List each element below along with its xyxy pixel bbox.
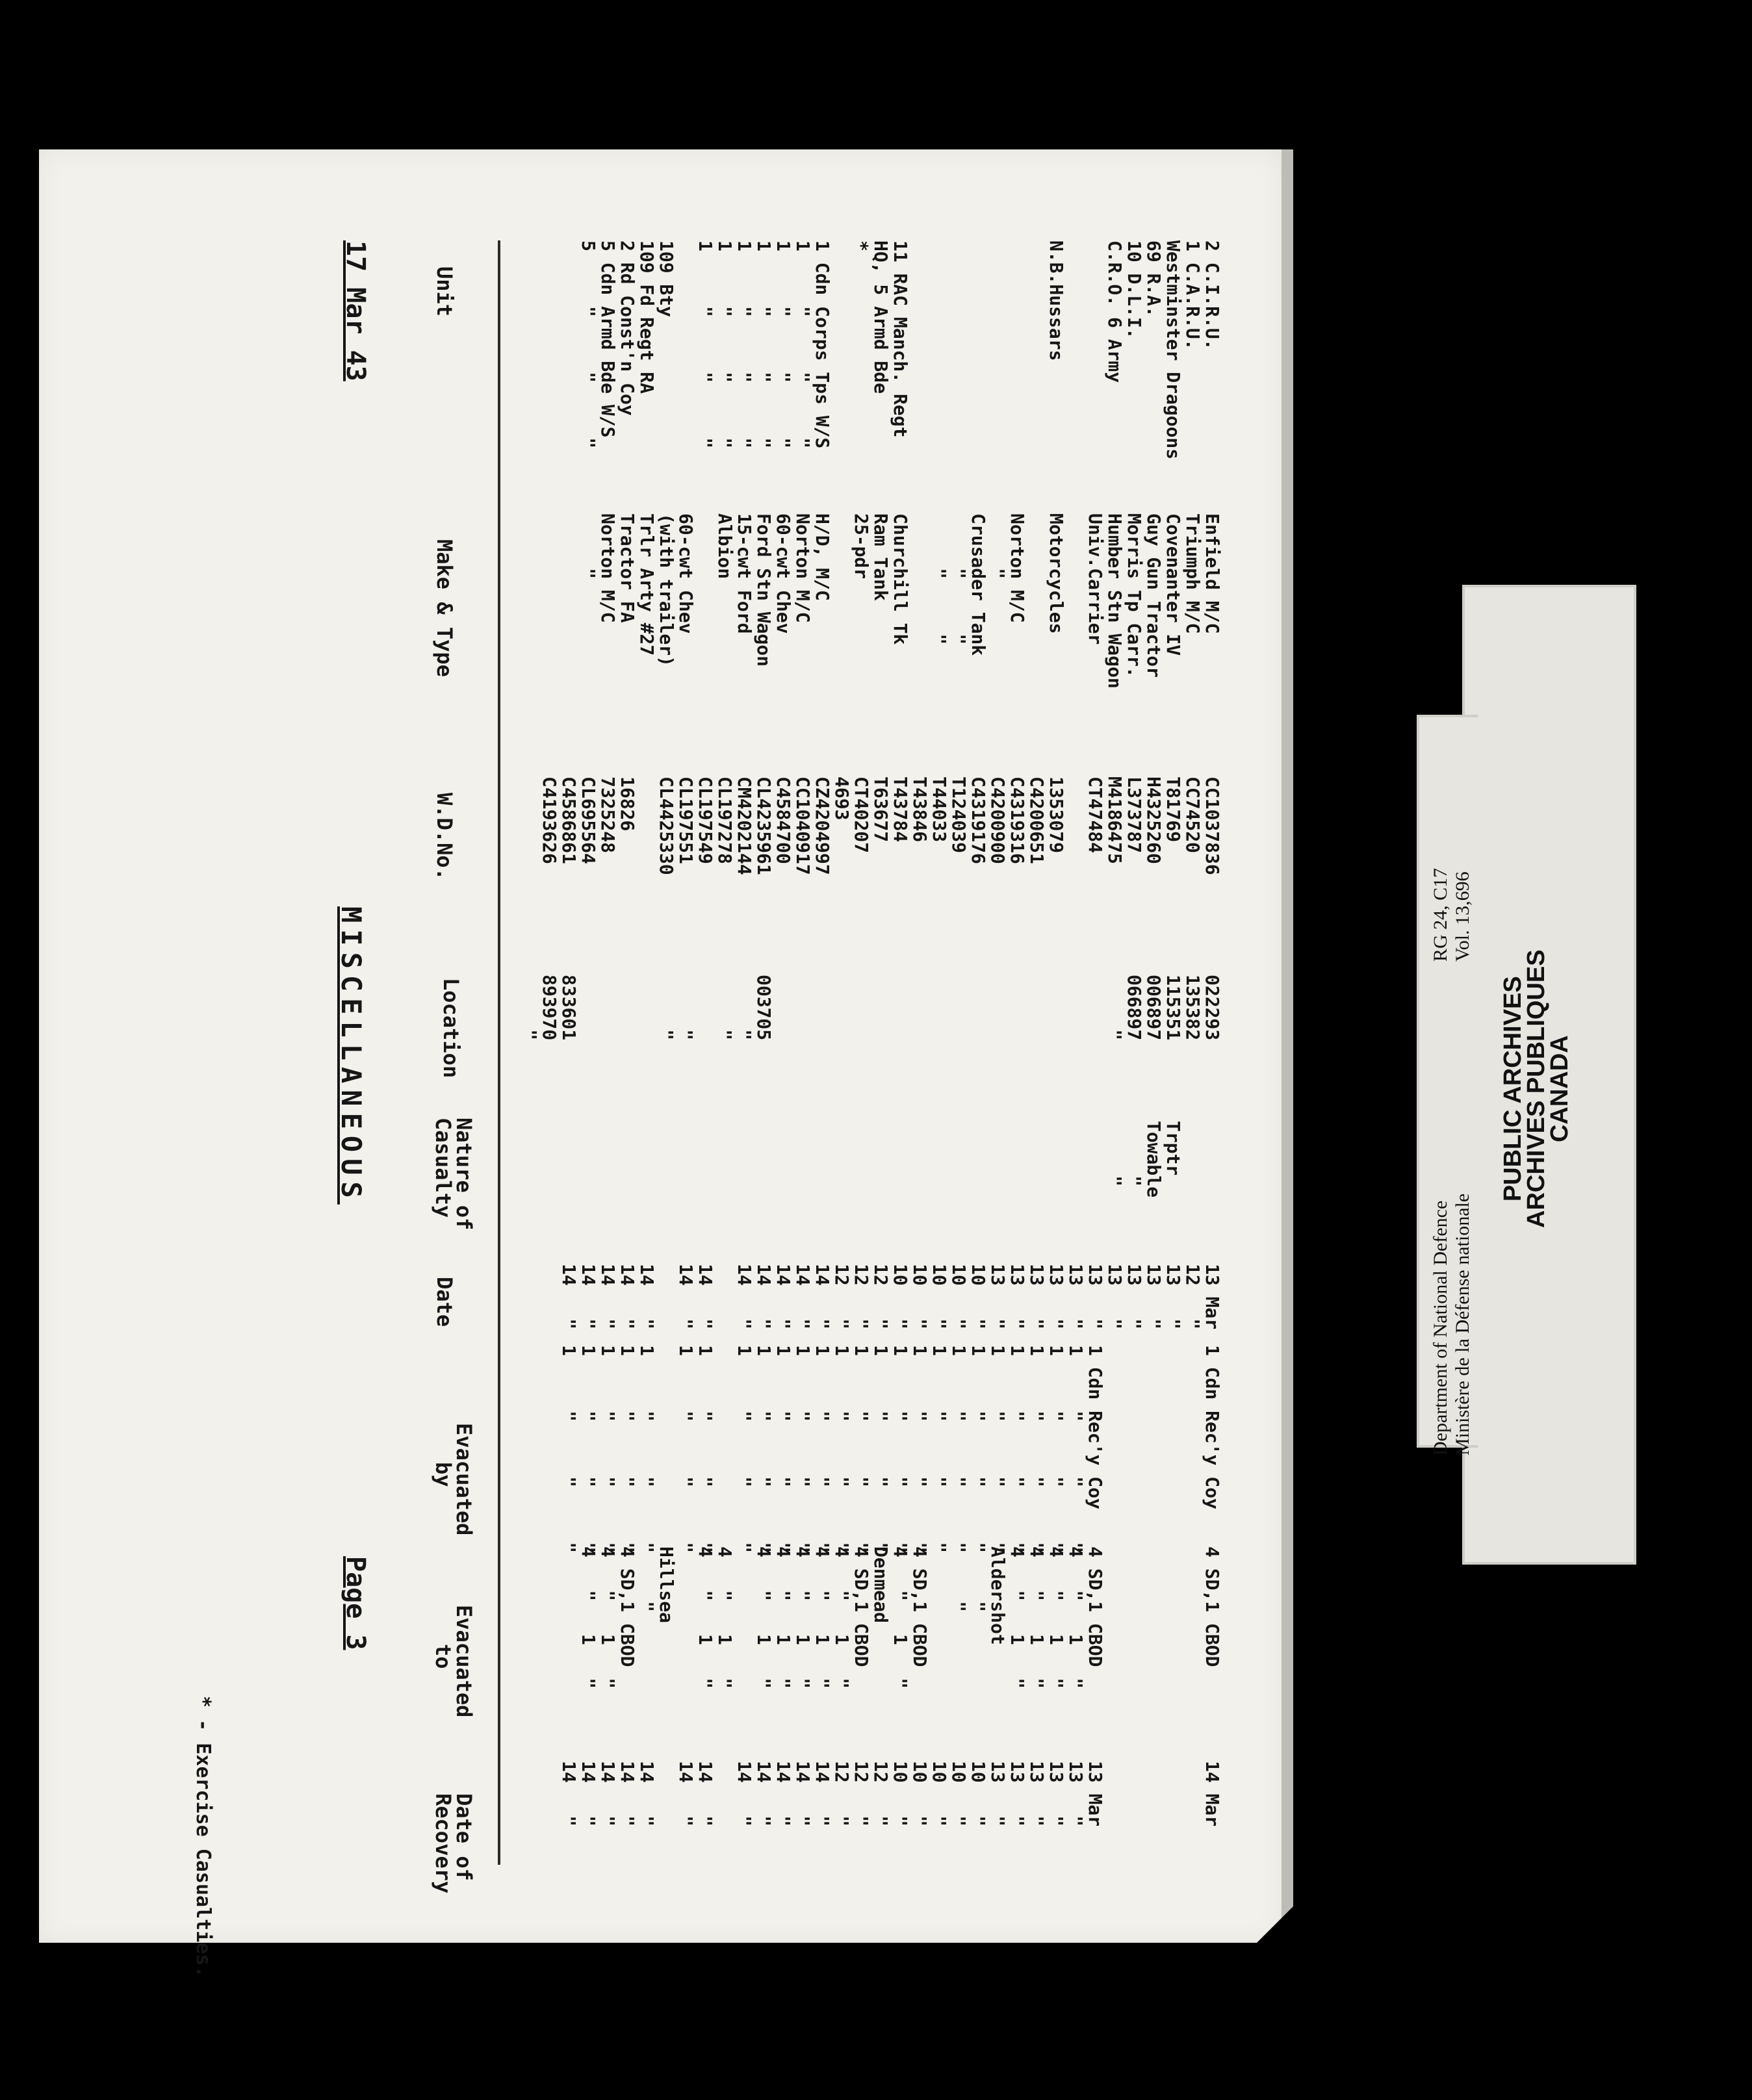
archive-label-text [1430,715,1625,1455]
date-column: 13 Mar 12 " 13 " 13 " 13 " 13 " 13 " 13 " 13 " 13 " 13 " 13 " 10 " 10 " 10 " 10 " 10 " 12 " 12 " 12 " 14 " 14 " 14 " 14 " 14 " 14 " 14 " 14 " 14 " 14 " 14 " 14 " [558,1264,1223,1330]
column-header-wd-no: W.D.No. [432,793,457,880]
header-rule [498,240,500,1865]
location-column: 022293 135382 115351 006897 066897 " 003705 " " " " 833601 893970 " [519,975,1223,1041]
column-header-nature: Nature of Casualty [431,1118,476,1231]
record-group-text: RG 24, C17 Vol. 13,696 [1430,867,1473,962]
wd-number-column: CC1037836 CC74520 T81769 H4325260 L373787 M4186475 CT47484 1353079 C4200651 C4319316 C4200900 C4319176 T124039 T44033 T43846 T43784 T63677 CT40207 4693 CZ4204997 CC1040917 C4584700 CL4235961 CM4202144 CL197278 CL197549 CL197551 CL4425330 16826 7325248 CL695564 C4586861 C4193626 [539,776,1223,875]
column-header-evacuated-to: Evacuated to [431,1605,476,1718]
column-header-location: Location [439,978,463,1079]
document-title: MISCELLANEOUS [335,906,367,1205]
column-header-make: Make & Type [432,539,457,677]
column-header-evacuated-by: Evacuated by [431,1423,476,1536]
column-header-date: Date [432,1277,457,1327]
recovery-date-column: 14 Mar 13 Mar 13 " 13 " 13 " 13 " 13 " 10 " 10 " 10 " 10 " 10 " 12 " 12 " 12 " 14 " 14 " 14 " 14 " 14 " 14 " 14 " 14 " 14 " 14 " 14 " 14 " [558,1761,1223,1827]
evacuated-by-column: 1 Cdn Rec'y Coy 1 Cdn Rec'y Coy 1 " " " 1 " " " 1 " " " 1 " " " 1 " " " 1 " " " 1 " " " 1 " " " 1 " " " 1 " " " 1 " " " 1 " " " 1 " " " 1 " " " 1 " " " 1 " " " 1 " " " 1 " " " 1 " " " 1 " " " 1 " " " 1 " " " 1 " " " 1 " " " 1 " " " [558,1345,1223,1554]
column-header-recovery: Date of Recovery [431,1793,476,1894]
document-date: 17 Mar 43 [341,240,370,381]
make-type-column: Enfield M/C Triumph M/C Covenanter IV Guy Gun Tractor Morris Tp Carr. Humber Stn Wagon Univ.Carrier Motorcycles Norton M/C " Crusader Tank " " " " Churchill Tk Ram Tank 25-pdr H/D, M/C Norton M/C 60-cwt Chev Ford Stn Wagon 15-cwt Ford Albion 60-cwt Chev (with trailer) Trlr Arty #27 Tractor FA Norton M/C " [578,513,1223,689]
footnote: * - Exercise Casualties. [192,1696,214,1978]
nature-column: Trptr Towable " " [1104,1121,1184,1198]
column-header-unit: Unit [432,266,457,317]
archives-stamp: PUBLIC ARCHIVES ARCHIVES PUBLIQUES CANADA [1499,949,1573,1228]
rotated-document [234,188,1326,1894]
department-text: Department of National Defence Ministère de la Défense nationale [1430,1193,1473,1455]
unit-column: 2 C.I.R.U. 1 C.A.R.U. Westminster Dragoons 69 R.A. 10 D.L.I. C.R.O. 6 Army N.B.Hussars 11 RAC Manch. Regt HQ, 5 Armd Bde * 1 Cdn Corps Tps W/S 1 " " " 1 " " " 1 " " " 1 " " " 1 " " " 1 " " " 109 Bty 109 Fd Regt RA 2 Rd Const'n Coy 5 Cdn Armd Bde W/S 5 " " " [578,240,1223,460]
page-number: Page 3 [341,1556,370,1650]
evacuated-to-column: 4 SD,1 CBOD 4 SD,1 CBOD 4 " 1 " 4 " 1 " 4 " 1 " 4 " 1 " Aldershot " " 4 SD,1 CBOD 4 " 1 " Denmead 4 SD,1 CBOD 4 " 1 " 4 " 1 " 4 " 1 " 4 " 1 " 4 " 1 " 4 " 1 " 4 " 1 " Hillsea " 4 SD,1 CBOD 4 " 1 " 4 " 1 " [578,1546,1223,1689]
